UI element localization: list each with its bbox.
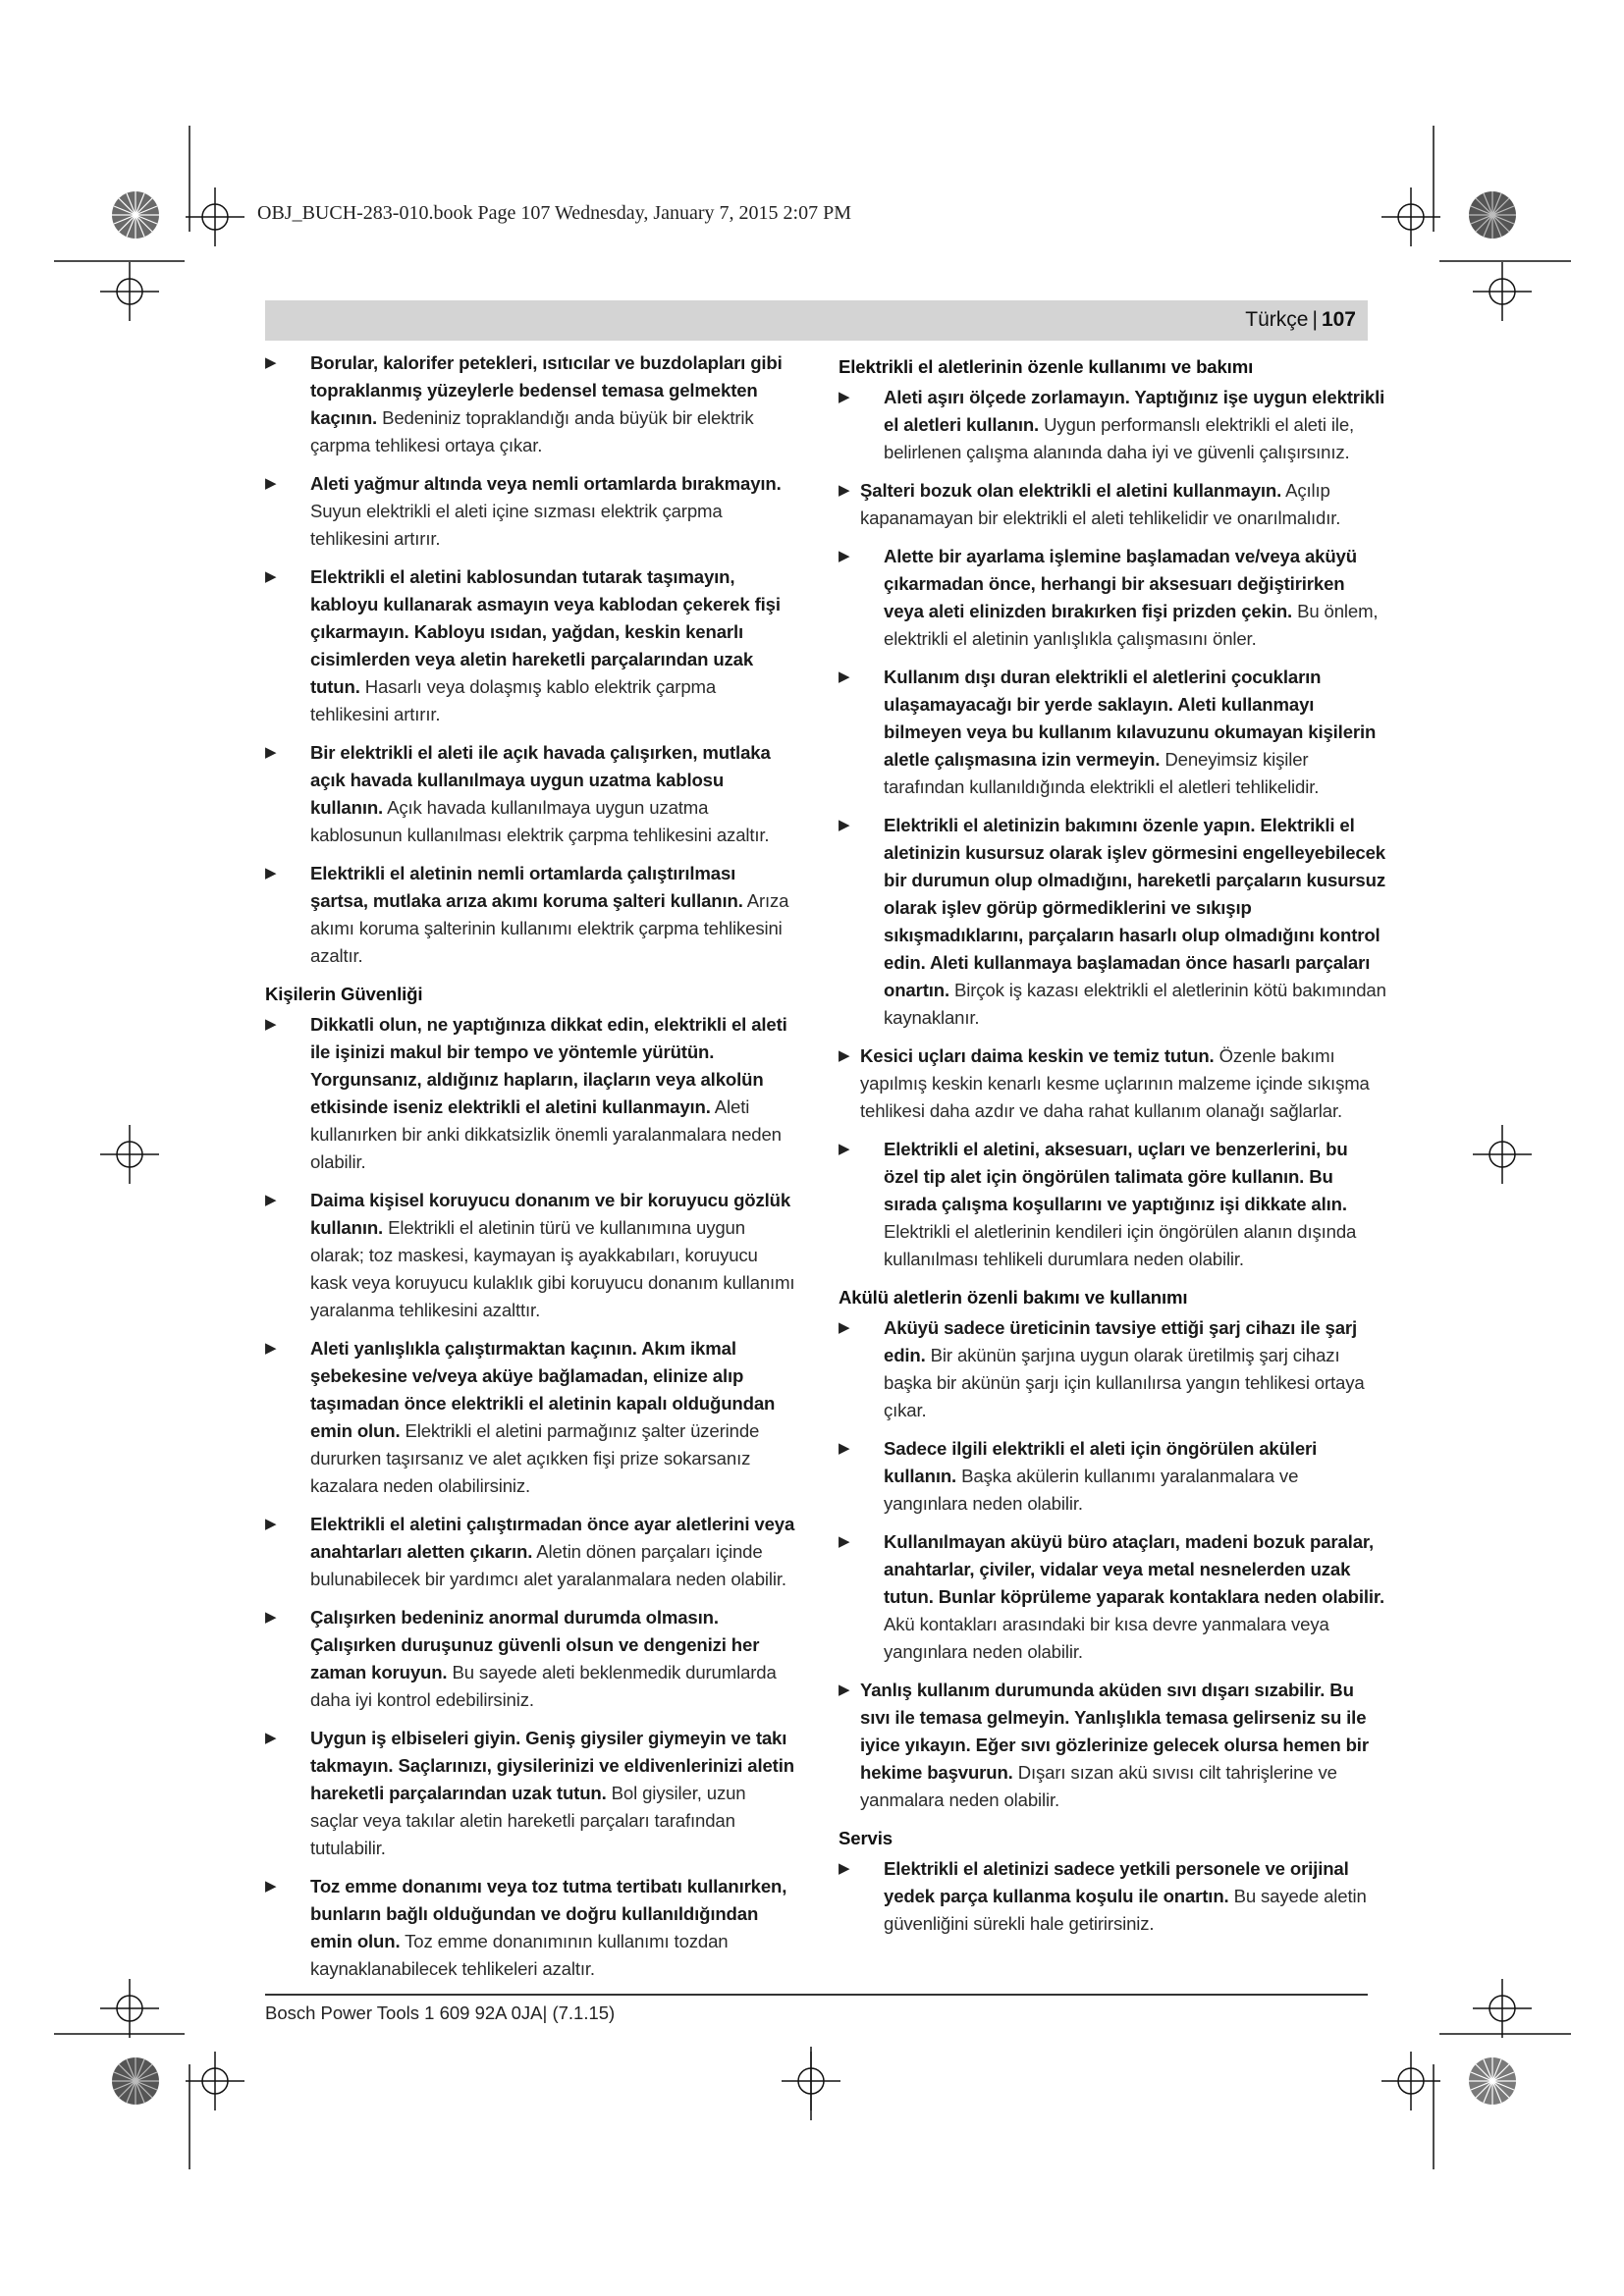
safety-instruction-item [839,1855,1386,1938]
instruction-explanation: Açılıp kapanamayan bir elektrikli el aleti tehlikelidir ve onarılmalıdır. [860,480,1341,528]
instruction-explanation: Dışarı sızan akü sıvısı cilt tahrişlerine ve yanmalara neden olabilir. [860,1762,1337,1810]
safety-instruction-item [265,563,795,728]
page-header [1245,308,1356,332]
registration-starburst-top-right [1469,191,1516,239]
safety-instruction-item [839,1136,1386,1273]
bullet-arrow-icon: ▶ [265,1730,277,1746]
safety-instruction-item [839,1528,1386,1666]
instruction-explanation: Toz emme donanımının kullanımı tozdan kaynaklanabilecek tehlikeleri azaltır. [310,1931,729,1979]
bullet-arrow-icon: ▶ [839,482,850,499]
bullet-arrow-icon: ▶ [265,1340,277,1357]
instruction-explanation: Deneyimsiz kişiler tarafından kullanıldığında elektrikli el aletleri tehlikelidir. [884,749,1320,797]
left-column [265,349,795,1994]
instruction-explanation: Akü kontakları arasındaki bir kısa devre yanmalara veya yangınlara neden olabilir. [884,1614,1329,1662]
instruction-emphasis: Aleti yanlışlıkla çalıştırmaktan kaçının. Akım ikmal şebekesine ve/veya aküye bağlamadan, elinize alıp taşımadan önce elektrikli el aletinin kapalı olduğundan emin olun. [310,1338,776,1441]
bullet-arrow-icon: ▶ [839,1141,850,1157]
bullet-arrow-icon: ▶ [265,1878,277,1895]
safety-instruction-item [839,664,1386,801]
bullet-arrow-icon: ▶ [265,1192,277,1208]
footer-rule [265,1994,1368,1996]
right-list-b [839,1314,1386,1814]
instruction-explanation: Elektrikli el aletini parmağınız şalter üzerinde dururken taşırsanız ve alet açıkken fişi prize sokarsanız kazalara neden olabilirsiniz. [310,1420,760,1496]
instruction-emphasis: Elektrikli el aletinin nemli ortamlarda çalıştırılması şartsa, mutlaka arıza akımı koruma şalteri kullanın. [310,863,743,911]
safety-instruction-item [839,1314,1386,1424]
instruction-emphasis: Elektrikli el aletini, aksesuarı, uçları ve benzerlerini, bu özel tip alet için öngörülen talimata göre kullanın. Bu sırada çalışma koşullarını ve yaptığınız işi dikkate alın. [884,1139,1348,1214]
page-footer [265,2002,615,2024]
header-language: Türkçe [1245,308,1309,331]
instruction-explanation: Bu önlem, elektrikli el aletinin yanlışlıkla çalışmasını önler. [884,601,1379,649]
crosshair-mark-left-bottom [100,1979,159,2038]
registration-starburst-bottom-right [1469,2057,1516,2105]
bullet-arrow-icon: ▶ [839,668,850,685]
bullet-arrow-icon: ▶ [839,1319,850,1336]
instruction-emphasis: Borular, kalorifer petekleri, ısıtıcılar ve buzdolapları gibi topraklanmış yüzeylerle bedensel temasa gelmekten kaçının. [310,352,783,428]
instruction-explanation: Suyun elektrikli el aleti içine sızması elektrik çarpma tehlikesini artırır. [310,501,723,549]
instruction-emphasis: Elektrikli el aletinizi sadece yetkili personele ve orijinal yedek parça kullanma koşulu ile onartın. [884,1858,1349,1906]
instruction-explanation: Bu sayede aletin güvenliğini sürekli hale getirirsiniz. [884,1886,1367,1934]
bullet-arrow-icon: ▶ [839,1047,850,1064]
instruction-emphasis: Aleti aşırı ölçede zorlamayın. Yaptığınız işe uygun elektrikli el aletleri kullanın. [884,387,1385,435]
safety-instruction-item [265,1187,795,1324]
bullet-arrow-icon: ▶ [265,568,277,585]
safety-instruction-item [839,812,1386,1032]
crosshair-mark-right-top [1473,262,1532,321]
instruction-explanation: Özenle bakımı yapılmış keskin kenarlı kesme uçlarının malzeme içinde sıkışma tehlikesi daha azdır ve daha rahat kullanım olanağı sağlarlar. [860,1045,1370,1121]
bullet-arrow-icon: ▶ [839,817,850,833]
section-heading-tool-use-and-care: Elektrikli el aletlerinin özenle kullanımı ve bakımı [839,356,1254,377]
crosshair-mark-left-top [100,262,159,321]
safety-instruction-item [839,477,1386,532]
bullet-arrow-icon: ▶ [265,865,277,881]
bullet-arrow-icon: ▶ [265,1016,277,1033]
crosshair-mark-right-bottom [1473,1979,1532,2038]
bullet-arrow-icon: ▶ [839,548,850,564]
instruction-emphasis: Şalteri bozuk olan elektrikli el aletini kullanmayın. [860,480,1282,501]
page-number: 107 [1321,308,1356,331]
instruction-emphasis: Aküyü sadece üreticinin tavsiye ettiği şarj cihazı ile şarj edin. [884,1317,1358,1365]
instruction-explanation: Başka akülerin kullanımı yaralanmalara ve yangınlara neden olabilir. [884,1466,1299,1514]
instruction-explanation: Bir akünün şarjına uygun olarak üretilmiş şarj cihazı başka bir akünün şarjı için kullanılırsa yangın tehlikesi ortaya çıkar. [884,1345,1365,1420]
bullet-arrow-icon: ▶ [265,475,277,492]
instruction-emphasis: Sadece ilgili elektrikli el aleti için öngörülen aküleri kullanın. [884,1438,1318,1486]
registration-starburst-top-left [112,191,159,239]
crosshair-mark-right-middle [1473,1125,1532,1184]
instruction-emphasis: Alette bir ayarlama işlemine başlamadan ve/veya aküyü çıkarmadan önce, herhangi bir aksesuarı değiştirirken veya aleti elinizden bırakırken fişi prizden çekin. [884,546,1357,621]
safety-instruction-item [839,1677,1386,1814]
crosshair-mark-bottom-center [782,2052,840,2110]
instruction-emphasis: Kullanım dışı duran elektrikli el aletlerini çocukların ulaşamayacağı bir yerde saklayın. Aleti kullanmayı bilmeyen veya bu kullanım kılavuzunu okumayan kişilerin aletle çalışmasına izin vermeyin. [884,667,1377,770]
instruction-explanation: Aleti kullanırken bir anki dikkatsizlik önemli yaralanmalara neden olabilir. [310,1096,782,1172]
instruction-emphasis: Elektrikli el aletini çalıştırmadan önce ayar aletlerini veya anahtarları aletten çıkarın. [310,1514,795,1562]
instruction-explanation: Elektrikli el aletinin türü ve kullanımına uygun olarak; toz maskesi, kaymayan iş ayakkabıları, koruyucu kask veya koruyucu kulaklık gibi koruyucu donanım kullanımı yaralanma tehlikesini azalttır. [310,1217,795,1320]
right-column [839,349,1386,1949]
bullet-arrow-icon: ▶ [839,1440,850,1457]
page-header-bar [265,300,1368,341]
footer-separator: | [542,2002,548,2023]
instruction-emphasis: Daima kişisel koruyucu donanım ve bir koruyucu gözlük kullanın. [310,1190,791,1238]
footer-version: (7.1.15) [552,2002,616,2023]
section-heading-personal-safety: Kişilerin Güvenliği [265,984,423,1004]
instruction-emphasis: Çalışırken bedeniniz anormal durumda olmasın. Çalışırken duruşunuz güvenli olsun ve dengenizi her zaman koruyun. [310,1607,760,1682]
safety-instruction-item [265,1604,795,1714]
left-list-a [265,349,795,970]
instruction-emphasis: Dikkatli olun, ne yaptığınıza dikkat edin, elektrikli el aleti ile işinizi makul bir tempo ve yöntemle yürütün. Yorgunsanız, aldığınız hapların, ilaçların veya alkolün etkisinde iseniz elektrikli el aletini kullanmayın. [310,1014,787,1117]
safety-instruction-item [839,384,1386,466]
right-list-a [839,384,1386,1273]
left-list-b [265,1011,795,1983]
safety-instruction-item [265,1511,795,1593]
bullet-arrow-icon: ▶ [839,1860,850,1877]
instruction-explanation: Aletin dönen parçaları içinde bulunabilecek bir yardımcı alet yaralanmalara neden olabilir. [310,1541,786,1589]
print-slug-line: OBJ_BUCH-283-010.book Page 107 Wednesday, January 7, 2015 2:07 PM [257,202,852,224]
section-heading-battery-tool-care: Akülü aletlerin özenli bakımı ve kullanımı [839,1287,1188,1308]
safety-instruction-item [265,470,795,553]
footer-company: Bosch Power Tools [265,2002,419,2023]
instruction-explanation: Açık havada kullanılmaya uygun uzatma kablosunun kullanılması elektrik çarpma tehlikesini azaltır. [310,797,770,845]
bullet-arrow-icon: ▶ [265,1516,277,1532]
right-list-c [839,1855,1386,1938]
bullet-arrow-icon: ▶ [265,354,277,371]
crosshair-mark-top-right [1381,187,1440,246]
safety-instruction-item [839,1435,1386,1518]
bullet-arrow-icon: ▶ [839,1533,850,1550]
crosshair-mark-top-left [186,187,244,246]
instruction-emphasis: Kullanılmayan aküyü büro ataçları, madeni bozuk paralar, anahtarlar, çiviler, vidalar veya metal nesnelerden uzak tutun. Bunlar köprüleme yaparak kontaklara neden olabilir. [884,1531,1385,1607]
instruction-explanation: Bedeniniz topraklandığı anda büyük bir elektrik çarpma tehlikesi ortaya çıkar. [310,407,754,455]
instruction-explanation: Elektrikli el aletlerinin kendileri için öngörülen alanın dışında kullanılması tehlikeli durumlara neden olabilir. [884,1221,1357,1269]
instruction-explanation: Arıza akımı koruma şalterinin kullanımı elektrik çarpma tehlikesini azaltır. [310,890,789,966]
instruction-explanation: Bol giysiler, uzun saçlar veya takılar aletin hareketli parçaları tarafından tutulabilir. [310,1783,746,1858]
instruction-emphasis: Toz emme donanımı veya toz tutma tertibatı kullanırken, bunların bağlı olduğundan ve doğru kullanıldığından emin olun. [310,1876,787,1951]
crosshair-mark-left-middle [100,1125,159,1184]
crosshair-mark-bottom-right [1381,2052,1440,2110]
instruction-explanation: Hasarlı veya dolaşmış kablo elektrik çarpma tehlikesini artırır. [310,676,717,724]
bullet-arrow-icon: ▶ [265,1609,277,1626]
crosshair-mark-bottom-left [186,2052,244,2110]
safety-instruction-item [265,860,795,970]
safety-instruction-item [265,1335,795,1500]
bullet-arrow-icon: ▶ [839,389,850,405]
registration-starburst-bottom-left [112,2057,159,2105]
bullet-arrow-icon: ▶ [265,744,277,761]
section-heading-service: Servis [839,1828,893,1848]
header-separator: | [1312,308,1318,331]
safety-instruction-item [265,739,795,849]
safety-instruction-item [839,543,1386,653]
safety-instruction-item [265,1725,795,1862]
instruction-emphasis: Uygun iş elbiseleri giyin. Geniş giysiler giymeyin ve takı takmayın. Saçlarınızı, giysilerinizi ve eldivenlerinizi aletin hareketli parçalarından uzak tutun. [310,1728,794,1803]
instruction-emphasis: Yanlış kullanım durumunda aküden sıvı dışarı sızabilir. Bu sıvı ile temasa gelmeyin. Yanlışlıkla temasa gelirseniz su ile iyice yıkayın. Eğer sıvı gözlerinize gelecek olursa hemen bir hekime başvurun. [860,1680,1369,1783]
safety-instruction-item [265,349,795,459]
safety-instruction-item [839,1042,1386,1125]
instruction-explanation: Birçok iş kazası elektrikli el aletlerinin kötü bakımından kaynaklanır. [884,980,1386,1028]
instruction-emphasis: Aleti yağmur altında veya nemli ortamlarda bırakmayın. [310,473,782,494]
footer-doc-number: 1 609 92A 0JA [424,2002,543,2023]
safety-instruction-item [265,1873,795,1983]
instruction-emphasis: Elektrikli el aletinizin bakımını özenle yapın. Elektrikli el aletinizin kusursuz olarak işlev görmesini engelleyebilecek bir durumun olup olmadığını, hareketli parçaların kusursuz olarak işlev görüp görmediklerini ve sıkışıp sıkışmadıklarını, parçaların hasarlı olup olmadığını kontrol edin. Aleti kullanmaya başlamadan önce hasarlı parçaları onartın. [884,815,1385,1000]
safety-instruction-item [265,1011,795,1176]
instruction-explanation: Uygun performanslı elektrikli el aleti ile, belirlenen çalışma alanında daha iyi ve güvenli çalışırsınız. [884,414,1355,462]
instruction-emphasis: Bir elektrikli el aleti ile açık havada çalışırken, mutlaka açık havada kullanılmaya uygun uzatma kablosu kullanın. [310,742,771,818]
instruction-emphasis: Kesici uçları daima keskin ve temiz tutun. [860,1045,1215,1066]
bullet-arrow-icon: ▶ [839,1682,850,1698]
instruction-explanation: Bu sayede aleti beklenmedik durumlarda daha iyi kontrol edebilirsiniz. [310,1662,777,1710]
instruction-emphasis: Elektrikli el aletini kablosundan tutarak taşımayın, kabloyu kullanarak asmayın veya kablodan çekerek fişi çıkarmayın. Kabloyu ısıdan, yağdan, keskin kenarlı cisimlerden veya aletin hareketli parçalarından uzak tutun. [310,566,781,697]
